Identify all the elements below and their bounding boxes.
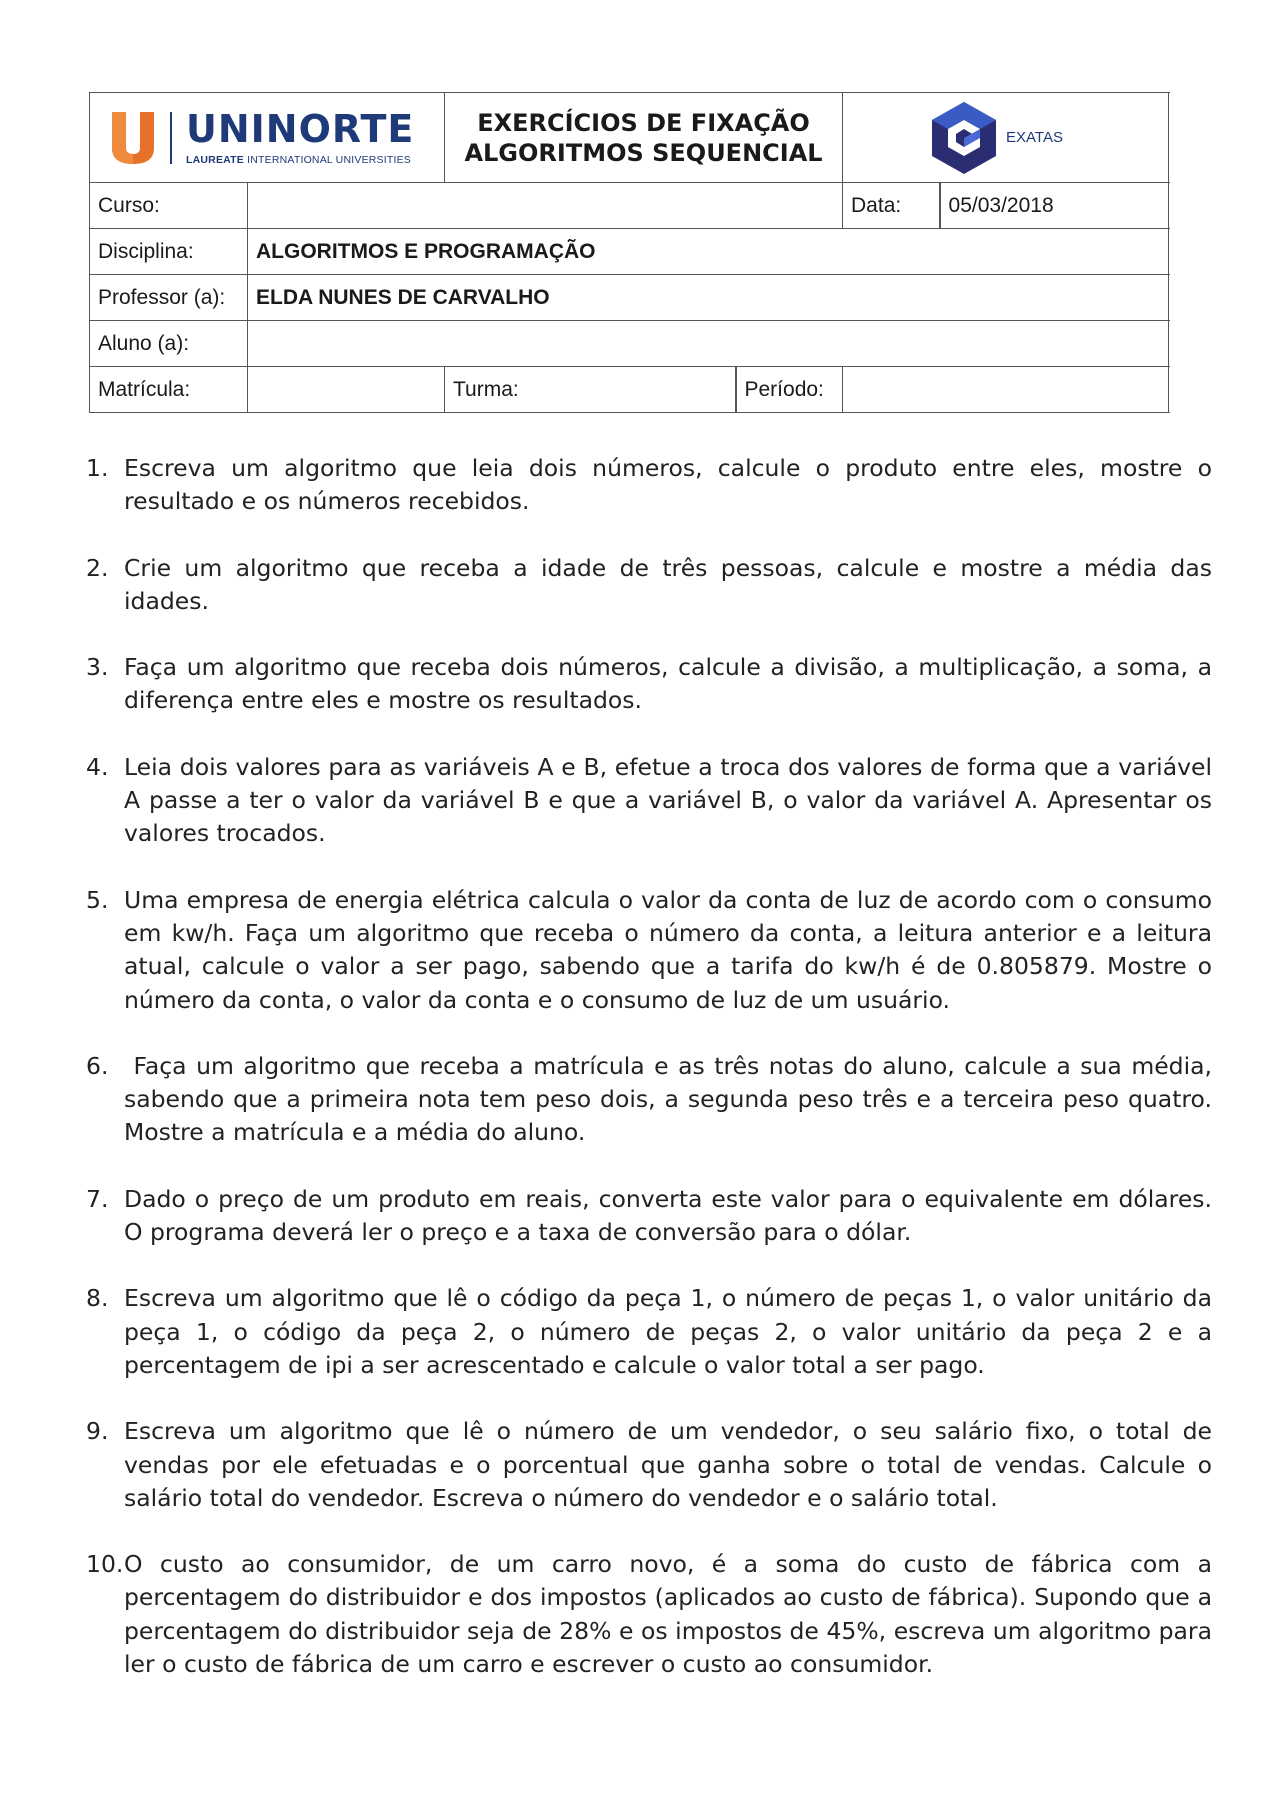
exatas-logo-cell (843, 93, 1169, 183)
header-table (89, 92, 1169, 413)
form-row-professor (90, 275, 1169, 321)
disciplina-label: Disciplina: (90, 229, 248, 275)
exercise-text: Escreva um algoritmo que lê o código da peça 1, o número de peças 1, o valor unitário da peça 1, o código da peça 2, o número de peças 2, o valor unitário da peça 2 e a percentagem de ipi a ser acrescentado e calcule o valor total a ser pago. (124, 1284, 1212, 1379)
exercise-number: 10. (86, 1550, 124, 1579)
exercise-number: 7. (86, 1184, 109, 1213)
exercise-item (86, 751, 1212, 851)
matricula-label: Matrícula: (90, 367, 248, 413)
exercise-item (86, 1548, 1212, 1681)
exercise-number: 2. (86, 553, 109, 582)
exercise-text: Crie um algoritmo que receba a idade de três pessoas, calcule e mostre a média das idades. (124, 553, 1212, 615)
turma-label[interactable]: Turma: (453, 377, 519, 401)
logo-wordmark: UNINORTE (186, 106, 415, 151)
exercise-item (86, 552, 1212, 619)
data-value[interactable]: 05/03/2018 (948, 193, 1054, 217)
logo-tagline: LAUREATE INTERNATIONAL UNIVERSITIES (186, 153, 412, 166)
exercise-number: 8. (86, 1284, 109, 1313)
professor-label: Professor (a): (90, 275, 248, 321)
exercise-item (86, 884, 1212, 1017)
disciplina-value[interactable]: ALGORITMOS E PROGRAMAÇÃO (248, 229, 1169, 275)
exercise-text: Escreva um algoritmo que leia dois números, calcule o produto entre eles, mostre o resultado e os números recebidos. (124, 454, 1212, 516)
exercise-item (86, 1183, 1212, 1250)
document-title-line2: ALGORITMOS SEQUENCIAL (464, 138, 823, 167)
professor-value[interactable]: ELDA NUNES DE CARVALHO (248, 275, 1169, 321)
exercise-text: Dado o preço de um produto em reais, converta este valor para o equivalente em dólares. O programa deverá ler o preço e a taxa de conversão para o dólar. (124, 1184, 1212, 1247)
exercise-text: O custo ao consumidor, de um carro novo, é a soma do custo de fábrica com a percentagem do distribuidor e dos impostos (aplicados ao custo de fábrica). Supondo que a percentagem do distribuidor seja de 28% e os impostos de 45%, escreva um algoritmo para ler o custo de fábrica de um carro e escrever o custo ao consumidor. (124, 1550, 1212, 1679)
header-row (90, 93, 1169, 183)
exercise-number: 6. (86, 1051, 109, 1080)
curso-label: Curso: (90, 183, 248, 229)
exercise-item (86, 1282, 1212, 1382)
exercise-item (86, 1050, 1220, 1150)
periodo-label[interactable]: Período: (744, 377, 824, 401)
form-row-matricula (90, 367, 1169, 413)
exercise-text: Faça um algoritmo que receba a matrícula e as três notas do aluno, calcule a sua média, sabendo que a primeira nota tem peso dois, a segunda peso três e a terceira peso quatro. Mostre a matrícula e a média do aluno. (124, 1051, 1220, 1147)
exercise-number: 4. (86, 752, 109, 781)
exercise-item (86, 651, 1212, 718)
exercise-number: 3. (86, 653, 109, 682)
exercise-text: Escreva um algoritmo que lê o número de um vendedor, o seu salário fixo, o total de vendas por ele efetuadas e o porcentual que ganha sobre o total de vendas. Calcule o salário total do vendedor. Escreva o número do vendedor e o salário total. (124, 1417, 1212, 1512)
form-row-aluno (90, 321, 1169, 367)
aluno-field[interactable] (248, 321, 1169, 367)
matricula-field[interactable] (248, 367, 445, 413)
exercise-text: Uma empresa de energia elétrica calcula o valor da conta de luz de acordo com o consumo em kw/h. Faça um algoritmo que receba o número da conta, a leitura anterior e a leitura atual, calcule o valor a ser pago, sabendo que a tarifa do kw/h é de 0.805879. Mostre o número da conta, o valor da conta e o consumo de luz de um usuário. (124, 885, 1212, 1014)
exercise-number: 5. (86, 885, 109, 914)
exercise-list (86, 452, 1220, 1714)
uninorte-logo-cell (90, 93, 445, 183)
periodo-field[interactable] (843, 367, 1169, 413)
exatas-label: EXATAS (1006, 129, 1063, 146)
exercise-number: 9. (86, 1417, 109, 1446)
exercise-text: Leia dois valores para as variáveis A e B, efetue a troca dos valores de forma que a variável A passe a ter o valor da variável B e que a variável B, o valor da variável A. Apresentar os valores trocados. (124, 752, 1212, 848)
exercise-item (86, 452, 1212, 519)
exercise-item (86, 1415, 1212, 1515)
logo-separator (170, 112, 172, 164)
document-title-cell (445, 93, 843, 183)
document-title-line1: EXERCÍCIOS DE FIXAÇÃO (477, 108, 810, 137)
exatas-hexagon-icon (928, 100, 1000, 176)
curso-field[interactable] (248, 183, 843, 229)
exercise-text: Faça um algoritmo que receba dois números, calcule a divisão, a multiplicação, a soma, a diferença entre eles e mostre os resultados. (124, 653, 1212, 715)
exercise-number: 1. (86, 454, 109, 482)
data-label: Data: (851, 193, 902, 217)
uninorte-u-icon (110, 110, 156, 166)
uninorte-logo (90, 93, 444, 182)
aluno-label: Aluno (a): (90, 321, 248, 367)
form-row-disciplina (90, 229, 1169, 275)
form-row-curso (90, 183, 1169, 229)
